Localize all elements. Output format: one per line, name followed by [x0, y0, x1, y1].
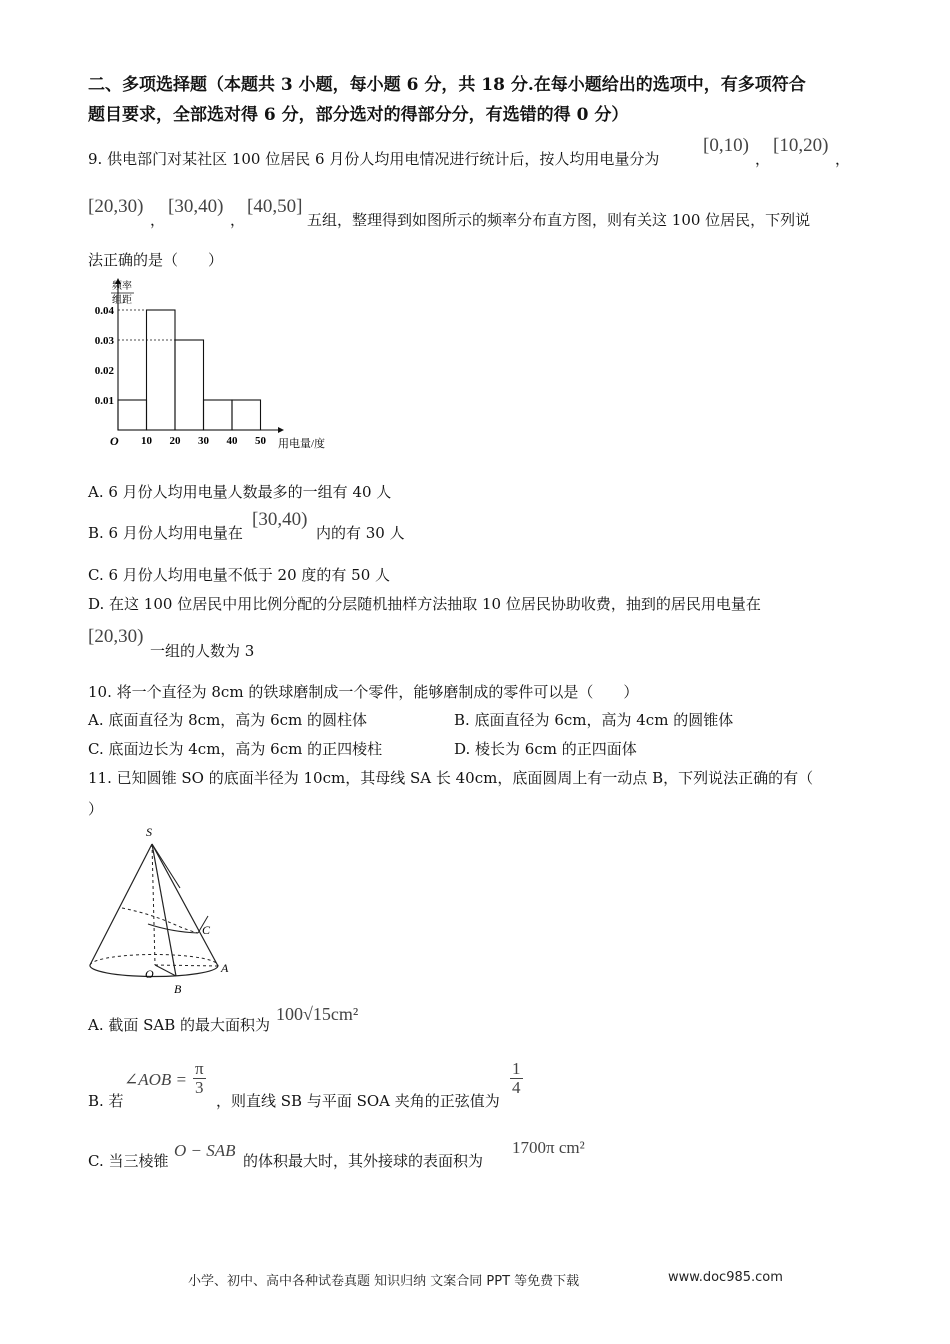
section-heading-line1: 二、多项选择题（本题共 3 小题，每小题 6 分，共 18 分.在每小题给出的选项中，有多项符合 [88, 75, 806, 95]
q11-option-a-math: 100√15cm² [276, 1004, 359, 1024]
q11-option-c-prefix: C. 当三棱锥 [88, 1152, 169, 1170]
q9-option-b-suffix: 内的有 30 人 [316, 524, 405, 542]
footer-link[interactable]: www.doc985.com [668, 1270, 783, 1285]
x-tick-label: 10 [141, 435, 152, 447]
fraction-denominator: 4 [512, 1078, 521, 1097]
label-o: O [145, 967, 154, 981]
q9-option-d-suffix: 一组的人数为 3 [150, 642, 255, 660]
q9-interval-2: [10,20) [773, 135, 829, 156]
histogram-bar [232, 400, 261, 430]
fraction-numerator: 1 [512, 1059, 521, 1078]
q9-stem-a: 9. 供电部门对某社区 100 位居民 6 月份人均用电情况进行统计后，按人均用电量分为 [88, 150, 660, 168]
q11-stem-end: ） [88, 800, 104, 818]
y-tick-label: 0.04 [94, 305, 114, 317]
fraction-numerator: π [195, 1059, 204, 1078]
xlabel: 用电量/度 [278, 438, 326, 450]
ylabel-top: 频率 [112, 281, 132, 292]
ylabel-bottom: 组距 [112, 295, 132, 306]
label-c: C [202, 923, 211, 937]
q9-option-b-prefix: B. 6 月份人均用电量在 [88, 524, 243, 542]
q11-option-b-middle: ，则直线 SB 与平面 SOA 夹角的正弦值为 [216, 1092, 500, 1110]
q11-option-b-angle: ∠AOB = [124, 1070, 188, 1089]
label-b: B [174, 982, 182, 996]
cone-figure [82, 820, 242, 1000]
q9-option-b-interval: [30,40) [252, 509, 308, 530]
q9-interval-3: [20,30) [88, 196, 144, 217]
q9-option-a: A. 6 月份人均用电量人数最多的一组有 40 人 [88, 483, 392, 501]
q10-option-b: B. 底面直径为 6cm，高为 4cm 的圆锥体 [454, 711, 734, 729]
section-heading-line2: 题目要求，全部选对得 6 分，部分选对的得部分分，有选错的得 0 分） [88, 105, 629, 125]
q9-sep-3: ， [150, 211, 166, 229]
x-tick-label: 20 [169, 435, 181, 447]
frequency-histogram [80, 275, 360, 455]
q11-option-b-fraction-2 [510, 1060, 523, 1097]
q11-option-b-fraction [193, 1060, 206, 1097]
q9-stem-b: 五组，整理得到如图所示的频率分布直方图，则有关这 100 位居民，下列说 [307, 211, 811, 229]
q9-sep-2: ， [835, 150, 851, 168]
q9-interval-4: [30,40) [168, 196, 224, 217]
q11-option-c-math: O − SAB [174, 1141, 236, 1160]
fraction-denominator: 3 [195, 1078, 204, 1097]
q11-option-b-prefix: B. 若 [88, 1092, 124, 1110]
q10-stem: 10. 将一个直径为 8cm 的铁球磨制成一个零件，能够磨制成的零件可以是（ ） [88, 683, 639, 701]
x-tick-label: 50 [255, 435, 266, 447]
q9-interval-1: [0,10) [703, 135, 749, 156]
q10-option-c: C. 底面边长为 4cm，高为 6cm 的正四棱柱 [88, 740, 383, 758]
x-tick-label: 40 [226, 435, 238, 447]
y-tick-label: 0.03 [94, 335, 114, 347]
q9-sep-1: ， [755, 150, 771, 168]
y-tick-label: 0.02 [94, 365, 114, 377]
y-tick-label: 0.01 [94, 395, 114, 407]
q9-option-d: D. 在这 100 位居民中用比例分配的分层随机抽样方法抽取 10 位居民协助收费，抽到的居民用电量在 [88, 595, 761, 613]
q9-option-c: C. 6 月份人均用电量不低于 20 度的有 50 人 [88, 566, 391, 584]
histogram-bar [175, 340, 204, 430]
q11-stem: 11. 已知圆锥 SO 的底面半径为 10cm，其母线 SA 长 40cm，底面圆周上有一动点 B，下列说法正确的有（ [88, 769, 814, 787]
q10-option-a: A. 底面直径为 8cm，高为 6cm 的圆柱体 [88, 711, 368, 729]
label-a: A [221, 961, 229, 975]
q10-option-d: D. 棱长为 6cm 的正四面体 [454, 740, 637, 758]
q11-option-c-middle: 的体积最大时，其外接球的表面积为 [243, 1152, 484, 1170]
x-tick-label: 30 [198, 435, 209, 447]
q9-sep-4: ， [230, 211, 246, 229]
q11-option-a-prefix: A. 截面 SAB 的最大面积为 [88, 1016, 271, 1034]
x-axis-arrow [278, 427, 284, 433]
histogram-bar [204, 400, 233, 430]
footer-text: 小学、初中、高中各种试卷真题 知识归纳 文案合同 PPT 等免费下载 [188, 1274, 580, 1289]
label-s: S [146, 825, 152, 839]
q9-stem-c: 法正确的是（ ） [88, 251, 224, 269]
histogram-bar [147, 310, 176, 430]
histogram-bar [118, 400, 147, 430]
q9-interval-5: [40,50] [247, 196, 303, 217]
origin-label: O [110, 434, 119, 448]
q9-option-d-interval: [20,30) [88, 626, 144, 647]
q11-option-c-math-2: 1700π cm² [512, 1138, 585, 1157]
